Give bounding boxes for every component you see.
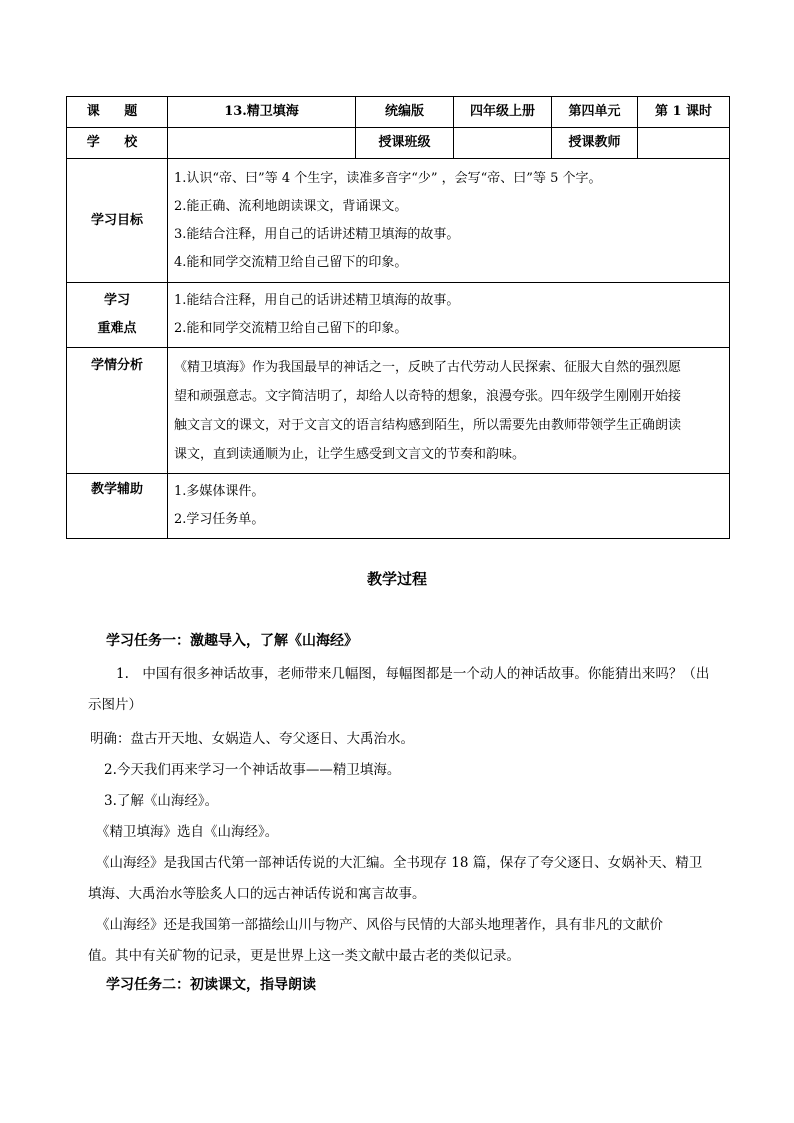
period: 第 1 课时 [638, 97, 730, 128]
keypoints-label: 学习 重难点 [67, 283, 168, 348]
table-row [67, 348, 730, 474]
paragraph: 示图片） [88, 697, 142, 713]
paragraph: 3.了解《山海经》。 [104, 793, 219, 809]
task-one-heading: 学习任务一：激趣导入，了解《山海经》 [106, 633, 358, 649]
grade: 四年级上册 [454, 97, 552, 128]
teacher-field[interactable] [638, 128, 730, 159]
keypoint-item: 2.能和同学交流精卫给自己留下的印象。 [174, 321, 408, 336]
school-field[interactable] [168, 128, 356, 159]
goal-item: 2.能正确、流利地朗读课文，背诵课文。 [174, 198, 408, 214]
lesson-plan-table [66, 96, 730, 539]
aids-content [168, 474, 730, 539]
unit: 第四单元 [552, 97, 638, 128]
keypoints-content [168, 283, 730, 348]
analysis-content: 《精卫填海》作为我国最早的神话之一，反映了古代劳动人民探索、征服大自然的强烈愿 望和顽强意志。文字简洁明了，却给人以奇特的想象，浪漫夸张。四年级学生刚刚开始接 触文言文的课文，对于文言文的语言结构感到陌生，所以需要先由教师带领学生正确朗读 课文，直到读通顺为止，让学生感受到文言文的节奏和韵味。 [168, 348, 730, 474]
aid-item: 1.多媒体课件。 [174, 484, 265, 499]
goals-content [168, 159, 730, 283]
goal-item: 1.认识“帝、曰”等 4 个生字，读准多音字“少” ，会写“帝、曰”等 5 个字。 [174, 170, 602, 186]
table-row [67, 474, 730, 539]
class-field[interactable] [454, 128, 552, 159]
paragraph: 《精卫填海》选自《山海经》。 [96, 824, 279, 840]
section-title: 教学过程 [366, 570, 427, 588]
goals-label: 学习目标 [67, 159, 168, 283]
paragraph: 明确：盘古开天地、女娲造人、夸父逐日、大禹治水。 [90, 731, 414, 747]
paragraph: 2.今天我们再来学习一个神话故事——精卫填海。 [104, 762, 401, 778]
aid-item: 2.学习任务单。 [174, 512, 265, 527]
aids-label: 教学辅助 [67, 474, 168, 539]
paragraph: 填海、大禹治水等脍炙人口的远古神话传说和寓言故事。 [88, 886, 426, 902]
task-two-heading: 学习任务二：初读课文，指导朗读 [106, 977, 316, 993]
edition: 统编版 [356, 97, 454, 128]
class-label: 授课班级 [356, 128, 454, 159]
table-row [67, 283, 730, 348]
goal-item: 4.能和同学交流精卫给自己留下的印象。 [174, 254, 408, 270]
analysis-label: 学情分析 [67, 348, 168, 474]
teacher-label: 授课教师 [552, 128, 638, 159]
paragraph: 值。其中有关矿物的记录，更是世界上这一类文献中最古老的类似记录。 [88, 948, 520, 964]
paragraph: 1. 中国有很多神话故事，老师带来几幅图，每幅图都是一个动人的神话故事。你能猜出来吗？（出 [116, 666, 710, 682]
lesson-title: 13.精卫填海 [168, 97, 356, 128]
keypoint-item: 1.能结合注释，用自己的话讲述精卫填海的故事。 [174, 293, 460, 308]
table-row [67, 159, 730, 283]
table-row [67, 128, 730, 159]
topic-label: 课 题 [67, 97, 168, 128]
goal-item: 3.能结合注释，用自己的话讲述精卫填海的故事。 [174, 226, 460, 242]
paragraph: 《山海经》还是我国第一部描绘山川与物产、风俗与民情的大部头地理著作，具有非凡的文献价 [96, 917, 663, 933]
school-label: 学 校 [67, 128, 168, 159]
table-row [67, 97, 730, 128]
paragraph: 《山海经》是我国古代第一部神话传说的大汇编。全书现存 18 篇，保存了夸父逐日、女娲补天、精卫 [96, 855, 703, 871]
